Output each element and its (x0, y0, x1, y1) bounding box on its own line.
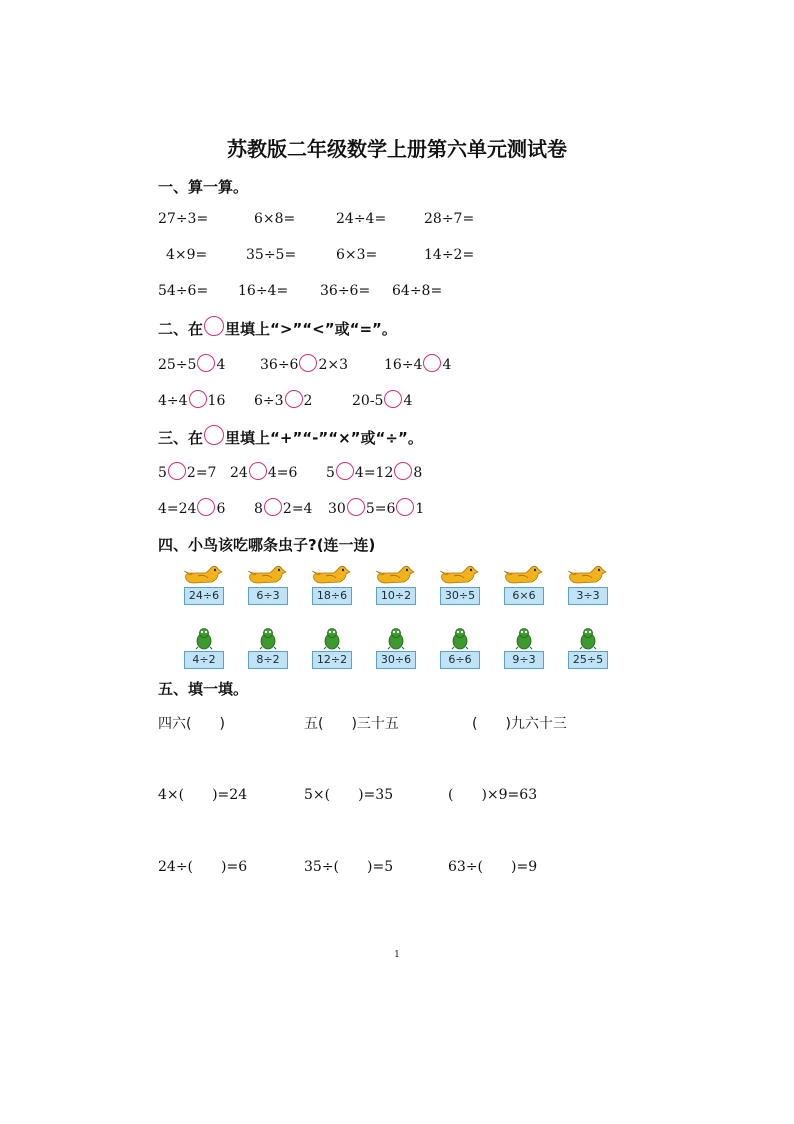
fill-blank[interactable]: 4×( )=24 (158, 787, 248, 803)
section-5-heading: 五、填一填。 (158, 680, 249, 698)
page-number: 1 (394, 950, 400, 960)
right-expr: 16 (207, 393, 226, 409)
compare-item (158, 354, 225, 376)
problem: 16÷4= (238, 283, 289, 299)
fill-blank[interactable]: 五( )三十五 (304, 716, 399, 732)
answer-circle[interactable] (336, 462, 354, 480)
operator-item (230, 462, 297, 484)
problem: 6×3= (336, 247, 378, 263)
heading-pre: 三、在 (158, 429, 204, 447)
expr-part: 8 (413, 465, 423, 481)
problem: 64÷8= (392, 283, 443, 299)
bug-card[interactable] (180, 627, 228, 669)
left-expr: 20-5 (352, 393, 384, 409)
right-expr: 4 (442, 357, 452, 373)
bug-icon (244, 627, 292, 651)
bird-icon (308, 563, 356, 587)
expr-part: 5 (158, 465, 167, 481)
bird-label: 30÷5 (440, 587, 480, 605)
bug-card[interactable] (436, 627, 484, 669)
problem: 28÷7= (424, 211, 475, 227)
bird-icon (500, 563, 548, 587)
circle-icon (204, 425, 224, 445)
problem: 4×9= (166, 247, 208, 263)
bird-label: 3÷3 (568, 587, 608, 605)
answer-circle[interactable] (347, 498, 365, 516)
fill-blank[interactable]: 35÷( )=5 (304, 859, 394, 875)
bug-icon (500, 627, 548, 651)
fill-blank[interactable]: ( )×9=63 (448, 787, 538, 803)
bug-card[interactable] (244, 627, 292, 669)
answer-circle[interactable] (197, 354, 215, 372)
bird-label: 6×6 (504, 587, 544, 605)
operator-item (158, 498, 225, 520)
expr-part: 4=6 (267, 465, 298, 481)
bird-card[interactable] (244, 563, 292, 605)
problem: 27÷3= (158, 211, 209, 227)
expr-part: 2=4 (282, 501, 313, 517)
right-expr: 2×3 (318, 357, 348, 373)
fill-blank[interactable]: 63÷( )=9 (448, 859, 538, 875)
bug-label: 30÷6 (376, 651, 416, 669)
answer-circle[interactable] (197, 498, 215, 516)
answer-circle[interactable] (249, 462, 267, 480)
expr-part: 4=12 (354, 465, 394, 481)
compare-item (158, 390, 225, 412)
operator-item (254, 498, 312, 520)
bug-icon (372, 627, 420, 651)
left-expr: 4÷4 (158, 393, 188, 409)
expr-part: 6 (216, 501, 226, 517)
answer-circle[interactable] (285, 390, 303, 408)
heading-post: 里填上“>”“<”或“=”。 (225, 320, 397, 338)
problem: 24÷4= (336, 211, 387, 227)
answer-circle[interactable] (423, 354, 441, 372)
heading-post: 里填上“+”“-”“×”或“÷”。 (225, 429, 423, 447)
left-expr: 36÷6 (260, 357, 299, 373)
bug-card[interactable] (372, 627, 420, 669)
expr-part: 30 (328, 501, 346, 517)
operator-item (328, 498, 424, 520)
bug-label: 25÷5 (568, 651, 608, 669)
expr-part: 8 (254, 501, 263, 517)
bug-icon (564, 627, 612, 651)
problem: 6×8= (254, 211, 296, 227)
bird-card[interactable] (308, 563, 356, 605)
right-expr: 4 (216, 357, 226, 373)
operator-item (158, 462, 216, 484)
answer-circle[interactable] (396, 498, 414, 516)
answer-circle[interactable] (168, 462, 186, 480)
bird-card[interactable] (180, 563, 228, 605)
expr-part: 4=24 (158, 501, 197, 517)
bird-card[interactable] (372, 563, 420, 605)
heading-pre: 二、在 (158, 320, 204, 338)
bird-card[interactable] (500, 563, 548, 605)
operator-item (326, 462, 422, 484)
problem: 35÷5= (246, 247, 297, 263)
bug-card[interactable] (500, 627, 548, 669)
fill-blank[interactable]: 四六( ) (158, 716, 225, 732)
section-4-heading: 四、小鸟该吃哪条虫子?(连一连) (158, 536, 376, 554)
bug-label: 9÷3 (504, 651, 544, 669)
bird-icon (564, 563, 612, 587)
expr-part: 1 (415, 501, 425, 517)
bird-label: 18÷6 (312, 587, 352, 605)
answer-circle[interactable] (189, 390, 207, 408)
bug-label: 6÷6 (440, 651, 480, 669)
bird-label: 24÷6 (184, 587, 224, 605)
bird-label: 6÷3 (248, 587, 288, 605)
bug-label: 4÷2 (184, 651, 224, 669)
bug-label: 12÷2 (312, 651, 352, 669)
left-expr: 25÷5 (158, 357, 197, 373)
section-2-heading (158, 318, 397, 340)
bug-icon (436, 627, 484, 651)
answer-circle[interactable] (394, 462, 412, 480)
bird-card[interactable] (436, 563, 484, 605)
answer-circle[interactable] (384, 390, 402, 408)
bird-label: 10÷2 (376, 587, 416, 605)
bug-icon (308, 627, 356, 651)
answer-circle[interactable] (299, 354, 317, 372)
bird-icon (244, 563, 292, 587)
bird-card[interactable] (564, 563, 612, 605)
expr-part: 5=6 (365, 501, 396, 517)
problem: 54÷6= (158, 283, 209, 299)
bird-icon (372, 563, 420, 587)
circle-icon (204, 316, 224, 336)
right-expr: 2 (303, 393, 313, 409)
bird-icon (436, 563, 484, 587)
compare-item (260, 354, 348, 376)
expr-part: 24 (230, 465, 248, 481)
compare-item (384, 354, 451, 376)
left-expr: 16÷4 (384, 357, 423, 373)
page-title: 苏教版二年级数学上册第六单元测试卷 (227, 137, 567, 161)
bird-icon (180, 563, 228, 587)
fill-blank[interactable]: ( )九六十三 (472, 716, 567, 732)
compare-item (254, 390, 312, 412)
section-1-heading: 一、算一算。 (158, 178, 249, 196)
problem: 14÷2= (424, 247, 475, 263)
fill-blank[interactable]: 24÷( )=6 (158, 859, 248, 875)
bug-card[interactable] (564, 627, 612, 669)
answer-circle[interactable] (264, 498, 282, 516)
bug-label: 8÷2 (248, 651, 288, 669)
bug-icon (180, 627, 228, 651)
expr-part: 2=7 (186, 465, 217, 481)
fill-blank[interactable]: 5×( )=35 (304, 787, 394, 803)
section-3-heading (158, 427, 423, 449)
problem: 36÷6= (320, 283, 371, 299)
left-expr: 6÷3 (254, 393, 284, 409)
compare-item (352, 390, 412, 412)
expr-part: 5 (326, 465, 335, 481)
right-expr: 4 (403, 393, 413, 409)
bug-card[interactable] (308, 627, 356, 669)
